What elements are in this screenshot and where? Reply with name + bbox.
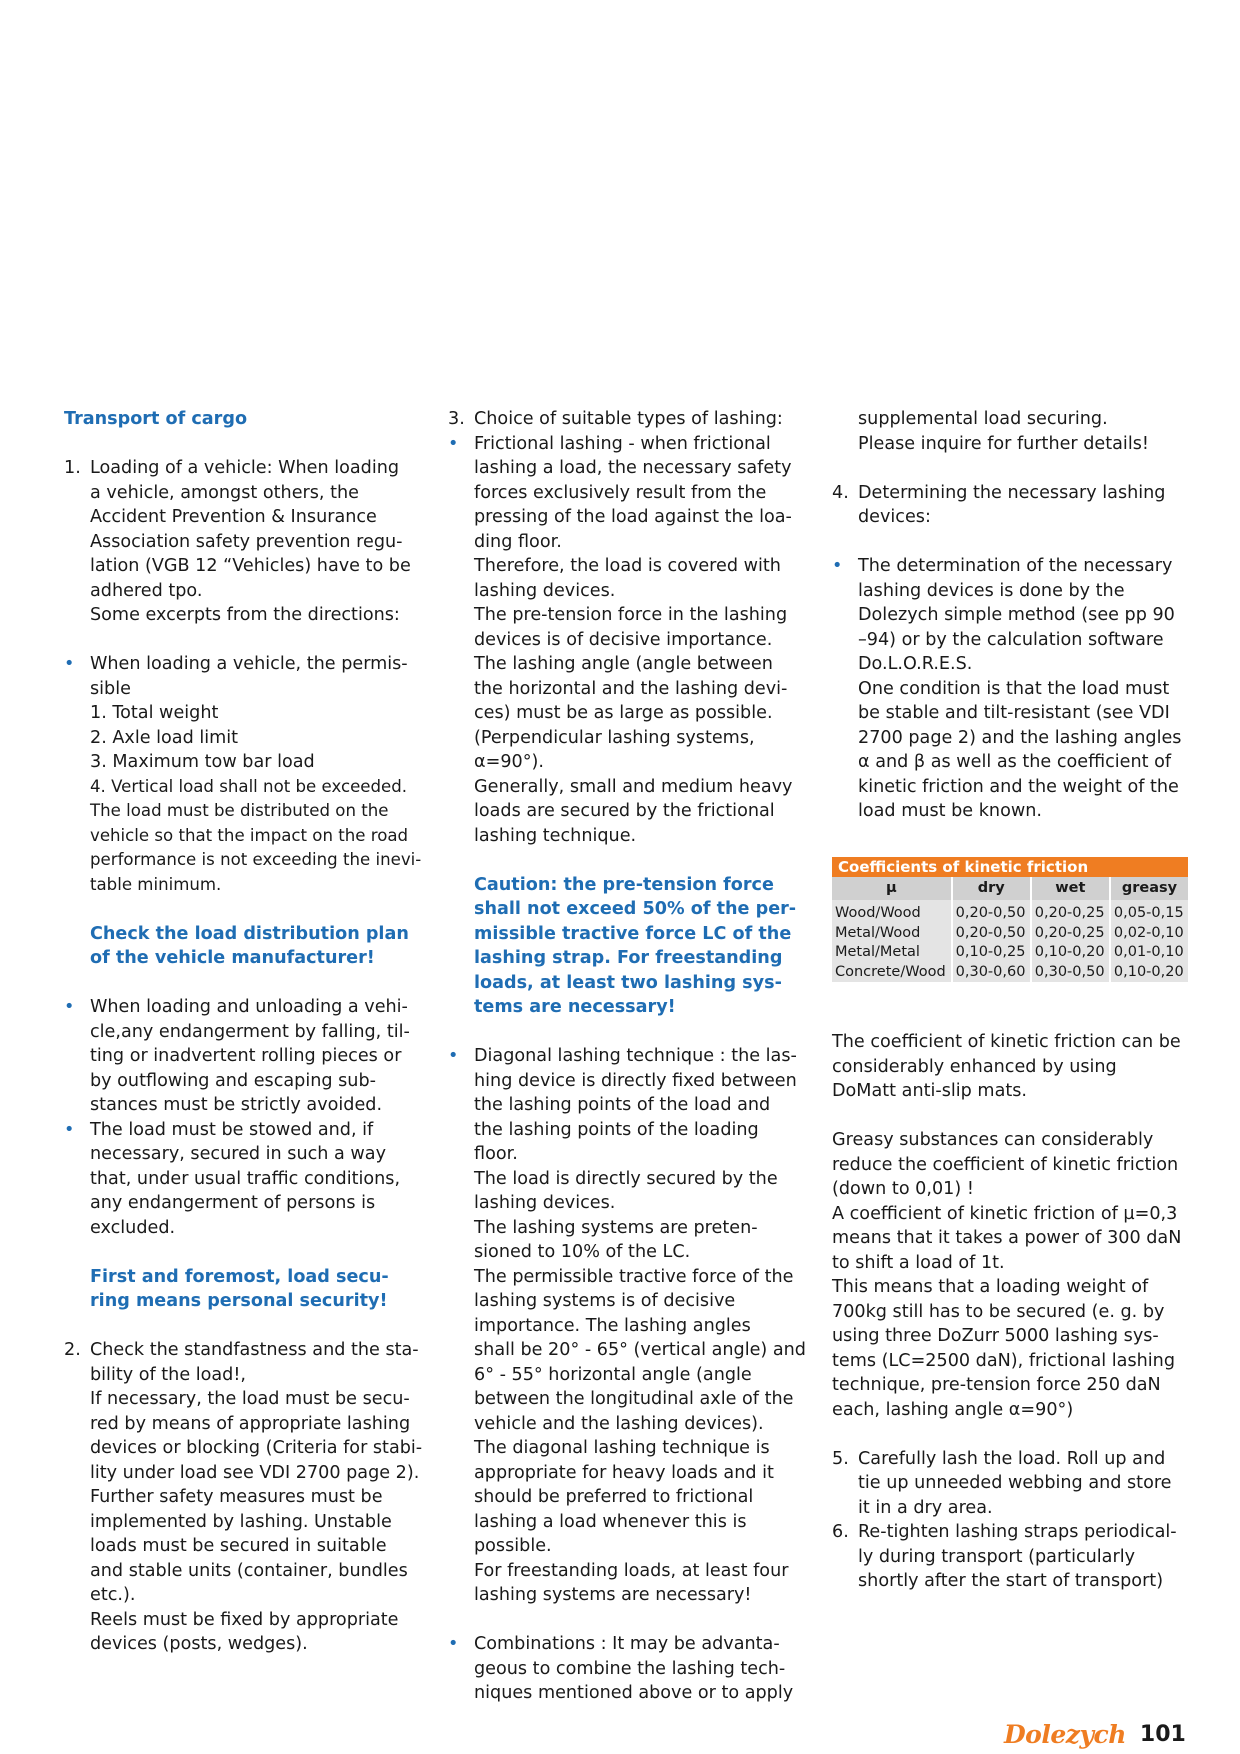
text-line: Determining the necessary lashing (858, 482, 1166, 503)
bullet-item (832, 554, 1197, 824)
text-line: 700kg still has to be secured (e. g. by (832, 1301, 1165, 1322)
text-line: technique, pre-tension force 250 daN (832, 1375, 1161, 1395)
text-line: ting or inadvertent rolling pieces or (90, 1046, 402, 1066)
text-line: Diagonal lashing technique : the las- (474, 1046, 797, 1066)
text-line: lashing systems is of decisive (474, 1291, 736, 1311)
text-line: The load must be stowed and, if (90, 1119, 374, 1140)
highlight-note (64, 922, 424, 971)
text-line: pressing of the load against the loa- (474, 507, 792, 527)
sublist-note (90, 775, 424, 898)
section-title: Transport of cargo (64, 409, 248, 429)
text-line: that, under usual traffic conditions, (90, 1168, 401, 1189)
item-text (474, 432, 808, 849)
text-line: 3. Maximum tow bar load (90, 752, 315, 772)
text-line: tie up unneeded webbing and store (858, 1473, 1172, 1493)
text-line: The load must be distributed on the (90, 801, 389, 820)
text-line: Association safety prevention regu- (90, 531, 403, 552)
table-row (832, 943, 1188, 963)
table-cell: 0,02-0,10 (1110, 924, 1188, 944)
table-cell: 0,20-0,50 (952, 924, 1031, 944)
text-line: importance. The lashing angles (474, 1315, 751, 1336)
text-line: kinetic friction and the weight of the (858, 776, 1179, 797)
table-cell: 0,30-0,50 (1031, 963, 1110, 983)
text-line: implemented by lashing. Unstable (90, 1511, 392, 1532)
numbered-item-2 (64, 1338, 424, 1657)
text-line: A coefficient of kinetic friction of µ=0,3 (832, 1203, 1178, 1224)
text-line: reduce the coefficient of kinetic friction (832, 1154, 1179, 1175)
text-line: 4. Vertical load shall not be exceeded. (90, 776, 408, 796)
text-line: forces exclusively result from the (474, 482, 767, 503)
item-text (858, 1447, 1197, 1521)
text-line: (Perpendicular lashing systems, (474, 727, 755, 748)
text-line: and stable units (container, bundles (90, 1560, 408, 1581)
bullet-icon: • (64, 654, 75, 674)
numbered-item-4 (832, 481, 1197, 530)
text-line: lashing a load, the necessary safety (474, 458, 792, 478)
text-line: to shift a load of 1t. (832, 1252, 1005, 1273)
text-line: shall be 20° - 65° (vertical angle) and (474, 1340, 806, 1360)
table-cell: 0,20-0,25 (1031, 904, 1110, 924)
text-line: necessary, secured in such a way (90, 1144, 386, 1164)
text-line: One condition is that the load must (858, 678, 1170, 699)
text-line: When loading and unloading a vehi- (90, 997, 408, 1017)
bullet-item (64, 652, 424, 897)
table-cell: 0,05-0,15 (1110, 904, 1188, 924)
text-line: α=90°). (474, 752, 544, 772)
text-line: The diagonal lashing technique is (474, 1438, 770, 1458)
text-line: sioned to 10% of the LC. (474, 1242, 691, 1262)
text-line: sible (90, 678, 131, 699)
text-line: load must be known. (858, 801, 1042, 821)
item-text: Choice of suitable types of lashing: (474, 409, 783, 429)
text-line: devices or blocking (Criteria for stabi- (90, 1438, 423, 1458)
item-text (858, 481, 1197, 530)
text-line: Reels must be fixed by appropriate (90, 1609, 399, 1630)
text-line: should be preferred to frictional (474, 1487, 754, 1507)
text-line: it in a dry area. (858, 1497, 993, 1518)
text-line: The load is directly secured by the (474, 1168, 778, 1189)
bullet-icon: • (448, 1634, 459, 1654)
text-line: devices (posts, wedges). (90, 1634, 308, 1654)
text-line: the lashing points of the load and (474, 1095, 771, 1115)
text-line: missible tractive force LC of the (474, 923, 792, 944)
item-text (90, 456, 424, 628)
text-line: red by means of appropriate lashing (90, 1413, 411, 1434)
text-line: Re-tighten lashing straps periodical- (858, 1522, 1177, 1542)
text-line: appropriate for heavy loads and it (474, 1462, 774, 1483)
table-cell: 0,20-0,50 (952, 904, 1031, 924)
page-footer (1004, 1718, 1186, 1750)
sublist (90, 701, 424, 775)
text-line: lashing strap. For freestanding (474, 948, 783, 968)
numbered-item-1 (64, 456, 424, 628)
text-line: devices is of decisive importance. (474, 629, 773, 650)
text-line: any endangerment of persons is (90, 1193, 376, 1213)
text-line: by outflowing and escaping sub- (90, 1070, 376, 1091)
text-line: 2700 page 2) and the lashing angles (858, 727, 1182, 748)
text-line: First and foremost, load secu- (90, 1266, 389, 1287)
item-text (90, 1118, 424, 1241)
text-line: lation (VGB 12 “Vehicles) have to be (90, 556, 411, 576)
text-line: supplemental load securing. (858, 409, 1108, 429)
page-number: 101 (1139, 1721, 1186, 1747)
text-line: lashing devices. (474, 1193, 616, 1213)
text-line: each, lashing angle α=90°) (832, 1399, 1074, 1420)
table-header-row (832, 877, 1188, 901)
bullet-item (64, 995, 424, 1118)
item-text (90, 995, 424, 1118)
table-cell: 0,10-0,20 (1031, 943, 1110, 963)
text-line: tems (LC=2500 daN), frictional lashing (832, 1350, 1175, 1371)
text-line: Check the standfastness and the sta- (90, 1340, 419, 1360)
text-line: using three DoZurr 5000 lashing sys- (832, 1326, 1159, 1346)
text-line: the lashing points of the loading (474, 1119, 759, 1140)
table-cell: Concrete/Wood (832, 963, 952, 983)
text-line: Please inquire for further details! (858, 433, 1149, 454)
table-cell: Wood/Wood (832, 904, 952, 924)
column-1 (64, 407, 424, 1657)
text-line: Greasy substances can considerably (832, 1130, 1154, 1150)
text-line: Dolezych simple method (see pp 90 (858, 605, 1175, 625)
text-line: performance is not exceeding the inevi- (90, 850, 422, 869)
text-line: lashing devices is done by the (858, 580, 1125, 601)
text-line: For freestanding loads, at least four (474, 1560, 789, 1581)
text-line: hing device is directly fixed between (474, 1070, 797, 1091)
bullet-icon: • (64, 1119, 75, 1140)
text-line: Therefore, the load is covered with (474, 556, 781, 576)
text-line: ding floor. (474, 531, 562, 552)
bullet-item (448, 1044, 808, 1608)
text-line: Frictional lashing - when frictional (474, 433, 771, 454)
bullet-item (448, 432, 808, 849)
table-title: Coefficients of kinetic friction (832, 857, 1188, 877)
table-header-cell: µ (832, 877, 952, 901)
text-line: vehicle and the lashing devices). (474, 1413, 764, 1434)
text-line: tems are necessary! (474, 997, 676, 1017)
text-line: 1. Total weight (90, 703, 219, 723)
item-number: 3. (448, 409, 465, 429)
bullet-item (448, 1632, 808, 1706)
table-cell: 0,10-0,20 (1110, 963, 1188, 983)
table-row (832, 924, 1188, 944)
text-line: ring means personal security! (90, 1291, 388, 1311)
text-line: devices: (858, 507, 931, 527)
text-line: bility of the load!, (90, 1364, 246, 1385)
text-line: the horizontal and the lashing devi- (474, 678, 788, 699)
text-line: –94) or by the calculation software (858, 629, 1164, 650)
text-line: ly during transport (particularly (858, 1546, 1135, 1567)
text-line: Carefully lash the load. Roll up and (858, 1448, 1166, 1469)
table-header-cell: wet (1031, 877, 1110, 901)
text-line: The coefficient of kinetic friction can be (832, 1032, 1181, 1052)
item-text (90, 1338, 424, 1657)
text-line: Caution: the pre-tension force (474, 874, 774, 895)
text-line: This means that a loading weight of (832, 1277, 1149, 1297)
item-text (474, 1044, 808, 1608)
text-line: DoMatt anti-slip mats. (832, 1081, 1028, 1101)
item-number: 5. (832, 1448, 849, 1469)
friction-table-grid (832, 877, 1188, 983)
text-line: ces) must be as large as possible. (474, 703, 773, 723)
caution-note (448, 873, 808, 1020)
text-line: Accident Prevention & Insurance (90, 507, 377, 527)
brand-logo: Dolezych (1004, 1719, 1126, 1749)
text-line: Check the load distribution plan (90, 923, 409, 944)
bullet-icon: • (832, 556, 843, 576)
table-cell: 0,10-0,25 (952, 943, 1031, 963)
text-line: The lashing systems are preten- (474, 1217, 758, 1238)
text-line: The lashing angle (angle between (474, 654, 773, 674)
text-line: shortly after the start of transport) (858, 1571, 1164, 1591)
numbered-item-3 (448, 407, 808, 432)
column-3 (832, 407, 1197, 1594)
item-number: 2. (64, 1340, 81, 1360)
table-cell: Metal/Metal (832, 943, 952, 963)
item-text (90, 652, 424, 701)
item-number: 4. (832, 482, 849, 503)
text-line: Do.L.O.R.E.S. (858, 654, 973, 674)
text-line: vehicle so that the impact on the road (90, 825, 409, 845)
text-line: stances must be strictly avoided. (90, 1095, 383, 1115)
friction-table (832, 857, 1188, 983)
continued-text (832, 407, 1197, 456)
bullet-icon: • (448, 1046, 459, 1066)
text-line: The permissible tractive force of the (474, 1266, 794, 1287)
item-text (474, 1632, 808, 1706)
text-line: loads are secured by the frictional (474, 801, 775, 821)
text-line: 2. Axle load limit (90, 727, 239, 748)
table-cell: 0,30-0,60 (952, 963, 1031, 983)
bullet-icon: • (64, 997, 75, 1017)
text-line: niques mentioned above or to apply (474, 1683, 794, 1703)
text-line: lashing a load whenever this is (474, 1511, 747, 1532)
bullet-item (64, 1118, 424, 1241)
text-line: lashing technique. (474, 825, 637, 846)
item-number: 6. (832, 1522, 849, 1542)
table-row (832, 904, 1188, 924)
text-line: a vehicle, amongst others, the (90, 482, 359, 503)
text-line: floor. (474, 1144, 518, 1164)
text-line: cle,any endangerment by falling, til- (90, 1021, 410, 1042)
text-line: 6° - 55° horizontal angle (angle (474, 1364, 752, 1385)
text-line: adhered tpo. (90, 580, 203, 601)
text-line: Generally, small and medium heavy (474, 776, 793, 797)
text-line: of the vehicle manufacturer! (90, 948, 375, 968)
table-cell: 0,01-0,10 (1110, 943, 1188, 963)
table-header-cell: greasy (1110, 877, 1188, 901)
highlight-note (64, 1265, 424, 1314)
text-line: excluded. (90, 1217, 176, 1238)
text-line: be stable and tilt-resistant (see VDI (858, 703, 1170, 723)
numbered-item-6 (832, 1520, 1197, 1594)
text-line: lashing devices. (474, 580, 616, 601)
paragraph (832, 1128, 1197, 1422)
text-line: Loading of a vehicle: When loading (90, 458, 400, 478)
item-text (858, 1520, 1197, 1594)
text-line: The determination of the necessary (858, 556, 1173, 576)
text-line: The pre-tension force in the lashing (474, 605, 788, 625)
text-line: loads, at least two lashing sys- (474, 972, 782, 993)
table-cell: Metal/Wood (832, 924, 952, 944)
text-line: If necessary, the load must be secu- (90, 1389, 410, 1409)
text-line: lity under load see VDI 2700 page 2). (90, 1462, 420, 1483)
text-line: shall not exceed 50% of the per- (474, 899, 797, 919)
item-number: 1. (64, 458, 81, 478)
numbered-item-5 (832, 1447, 1197, 1521)
text-line: table minimum. (90, 874, 222, 894)
text-line: Some excerpts from the directions: (90, 605, 400, 625)
text-line: geous to combine the lashing tech- (474, 1658, 786, 1679)
text-line: loads must be secured in suitable (90, 1536, 387, 1556)
text-line: between the longitudinal axle of the (474, 1389, 794, 1409)
bullet-icon: • (448, 433, 459, 454)
text-line: possible. (474, 1536, 552, 1556)
text-line: α and β as well as the coefficient of (858, 752, 1172, 772)
text-line: considerably enhanced by using (832, 1056, 1117, 1077)
column-2 (448, 407, 808, 1706)
text-line: When loading a vehicle, the permis- (90, 654, 408, 674)
text-line: (down to 0,01) ! (832, 1179, 974, 1199)
text-line: lashing systems are necessary! (474, 1585, 752, 1605)
text-line: means that it takes a power of 300 daN (832, 1228, 1182, 1248)
text-line: Combinations : It may be advanta- (474, 1634, 780, 1654)
item-text (858, 554, 1197, 824)
table-row (832, 963, 1188, 983)
table-header-cell: dry (952, 877, 1031, 901)
table-cell: 0,20-0,25 (1031, 924, 1110, 944)
text-line: etc.). (90, 1585, 136, 1605)
text-line: Further safety measures must be (90, 1487, 383, 1507)
paragraph (832, 1030, 1197, 1104)
